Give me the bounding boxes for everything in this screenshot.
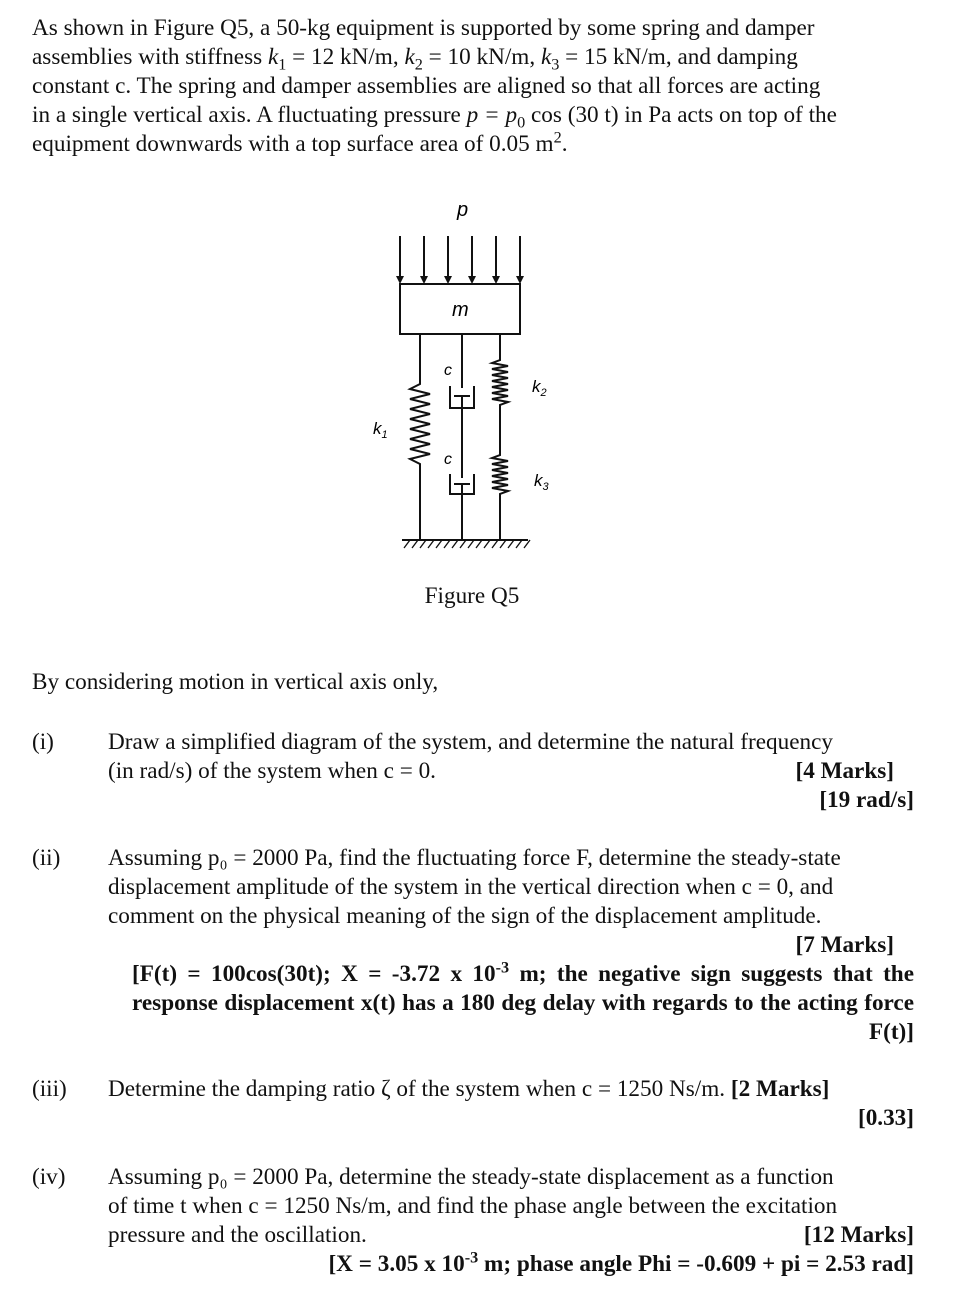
question-number: (i)	[32, 729, 54, 755]
mass-label: m	[452, 299, 469, 321]
intro-line-1: As shown in Figure Q5, a 50-kg equipment is supported by some spring and damper	[32, 15, 815, 41]
question-text: comment on the physical meaning of the sign of the displacement amplitude.	[108, 903, 822, 929]
intro-line-3: constant c. The spring and damper assemblies are aligned so that all forces are acting	[32, 73, 821, 99]
spring-damper-diagram	[350, 190, 570, 570]
spring-k2-label: $k_2$	[532, 377, 547, 399]
question-text: of time t when c = 1250 Ns/m, and find the phase angle between the excitation	[108, 1193, 838, 1219]
answer: [19 rad/s]	[819, 787, 914, 813]
answer: [F(t) = 100cos(30t); X = -3.72 x $10^{-3}$ m; the negative sign suggests that the response displacement x(t) has a 180 deg delay with regards to the acting force F(t)]	[132, 958, 914, 1045]
question-text: Assuming p₀ = 2000 Pa, find the fluctuating force F, determine the steady-state	[108, 845, 841, 871]
damper-c1-label: c	[444, 362, 452, 379]
question-number: (iii)	[32, 1076, 67, 1102]
question-text: Draw a simplified diagram of the system, and determine the natural frequency	[108, 729, 833, 755]
marks-label: [4 Marks]	[795, 758, 894, 784]
answer: [X = 3.05 x $10^{-3}$ m; phase angle Phi = -0.609 + pi = 2.53 rad]	[328, 1248, 914, 1277]
question-text: Assuming p₀ = 2000 Pa, determine the steady-state displacement as a function	[108, 1164, 834, 1190]
marks-label: [7 Marks]	[795, 932, 894, 958]
question-number: (ii)	[32, 845, 61, 871]
marks-label: [12 Marks]	[803, 1222, 914, 1248]
damper-c2-label: c	[444, 451, 452, 468]
question-iv	[32, 1163, 914, 1279]
question-text: pressure and the oscillation.	[108, 1222, 367, 1248]
marks-label: [2 Marks]	[730, 1076, 830, 1102]
question-text: (in rad/s) of the system when c = 0.	[108, 758, 436, 784]
question-iii	[32, 1075, 914, 1133]
spring-k3-label: $k_3$	[534, 471, 549, 493]
question-text: Determine the damping ratio ζ of the system when c = 1250 Ns/m. [2 Marks]	[108, 1076, 830, 1102]
lead-sentence: By considering motion in vertical axis only,	[32, 669, 439, 695]
intro-line-4: in a single vertical axis. A fluctuating pressure $p = p_0$ cos (30 t) in Pa acts on top of the	[32, 102, 837, 132]
problem-statement	[32, 14, 932, 159]
pressure-label: p	[457, 199, 469, 221]
intro-line-5: equipment downwards with a top surface area of 0.05 $m^2$.	[32, 128, 568, 157]
question-number: (iv)	[32, 1164, 66, 1190]
question-i	[32, 728, 914, 815]
spring-k1-label: $k_1$	[373, 419, 388, 441]
question-ii	[32, 844, 914, 1047]
figure-caption: Figure Q5	[424, 583, 520, 609]
intro-line-2: assemblies with stiffness $k_1 = 12$ kN/m, $k_2 = 10$ kN/m, $k_3 = 15$ kN/m, and damping	[32, 44, 798, 74]
answer: [0.33]	[857, 1105, 914, 1131]
question-text: displacement amplitude of the system in the vertical direction when c = 0, and	[108, 874, 834, 900]
